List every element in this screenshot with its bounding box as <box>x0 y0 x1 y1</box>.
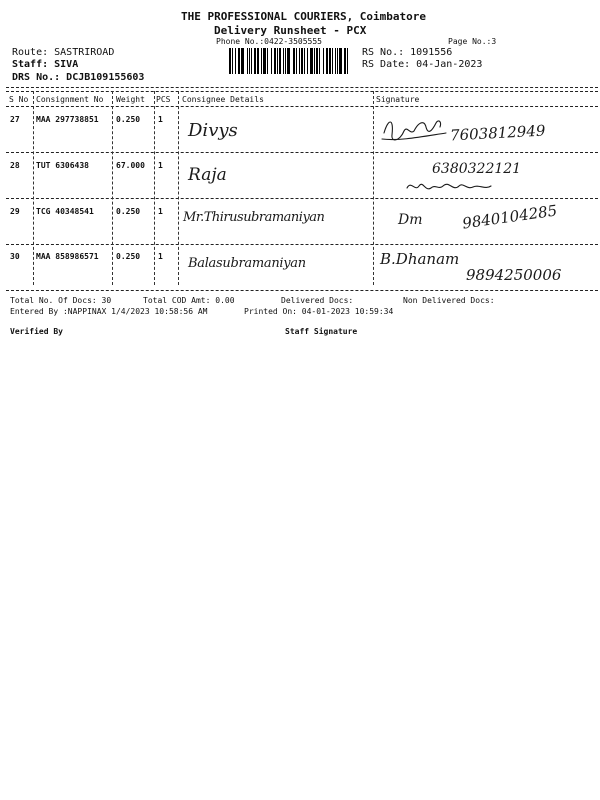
non-delivered-docs: Non Delivered Docs: <box>403 296 495 305</box>
column-divider <box>373 91 374 285</box>
signature-phone: 7603812949 <box>449 121 546 145</box>
consignee-handwriting: Balasubramaniyan <box>188 256 306 271</box>
row-sno: 28 <box>10 161 20 170</box>
header-consignee: Consignee Details <box>182 95 264 104</box>
consignee-handwriting: Raja <box>188 165 227 185</box>
column-divider <box>112 91 113 285</box>
rs-number: RS No.: 1091556 <box>362 47 453 58</box>
rs-date: RS Date: 04-Jan-2023 <box>362 59 483 70</box>
barcode-gap <box>348 48 351 74</box>
row-pcs: 1 <box>158 161 163 170</box>
page-number: Page No.:3 <box>448 37 497 46</box>
row-sno: 30 <box>10 252 20 261</box>
header-consignment: Consignment No <box>36 95 104 104</box>
staff-label: Staff: SIVA <box>12 59 79 70</box>
drs-number: DRS No.: DCJB109155603 <box>12 72 145 83</box>
row-pcs: 1 <box>158 207 163 216</box>
header-weight: Weight <box>116 95 145 104</box>
column-divider <box>154 91 155 285</box>
row-weight: 0.250 <box>116 115 141 124</box>
signature-scribble <box>380 113 450 147</box>
column-divider <box>178 91 179 285</box>
row-sno: 27 <box>10 115 20 124</box>
signature-phone: 9894250006 <box>466 266 562 284</box>
column-divider <box>33 91 34 285</box>
row-consignment: MAA 297738851 <box>36 115 99 124</box>
printed-on: Printed On: 04-01-2023 10:59:34 <box>244 307 394 316</box>
total-docs: Total No. Of Docs: 30 <box>10 296 112 305</box>
row-weight: 0.250 <box>116 252 141 261</box>
entered-by: Entered By :NAPPINAX 1/4/2023 10:58:56 AM <box>10 307 208 316</box>
staff-signature: Staff Signature <box>285 327 358 336</box>
row-sno: 29 <box>10 207 20 216</box>
row-consignment: TCG 40348541 <box>36 207 94 216</box>
table-top-rule <box>6 87 598 88</box>
row-pcs: 1 <box>158 115 163 124</box>
signature-initials: Dm <box>398 212 423 228</box>
signature-name: B.Dhanam <box>380 250 460 268</box>
consignee-handwriting: Mr.Thirusubramaniyan <box>183 210 325 225</box>
header-bottom-rule <box>6 106 598 107</box>
row-weight: 0.250 <box>116 207 141 216</box>
header-pcs: PCS <box>156 95 171 104</box>
row-consignment: TUT 6306438 <box>36 161 89 170</box>
row-divider <box>6 244 598 245</box>
table-top-rule-2 <box>6 91 598 92</box>
delivered-docs: Delivered Docs: <box>281 296 354 305</box>
verified-by: Verified By <box>10 327 63 336</box>
row-divider <box>6 198 598 199</box>
company-title: THE PROFESSIONAL COURIERS, Coimbatore <box>181 10 427 23</box>
header-signature: Signature <box>376 95 420 104</box>
route-label: Route: SASTRIROAD <box>12 47 115 58</box>
header-sno: S No <box>9 95 29 104</box>
phone-number: Phone No.:0422-3505555 <box>216 37 322 46</box>
signature-scribble <box>405 178 495 196</box>
signature-phone: 6380322121 <box>432 161 522 177</box>
runsheet-subtitle: Delivery Runsheet - PCX <box>214 24 367 37</box>
table-bottom-rule <box>6 290 598 291</box>
signature-phone: 9840104285 <box>461 201 559 233</box>
barcode <box>229 48 353 74</box>
row-weight: 67.000 <box>116 161 145 170</box>
row-divider <box>6 152 598 153</box>
row-consignment: MAA 858986571 <box>36 252 99 261</box>
consignee-handwriting: Divys <box>188 120 238 141</box>
row-pcs: 1 <box>158 252 163 261</box>
total-cod: Total COD Amt: 0.00 <box>143 296 235 305</box>
